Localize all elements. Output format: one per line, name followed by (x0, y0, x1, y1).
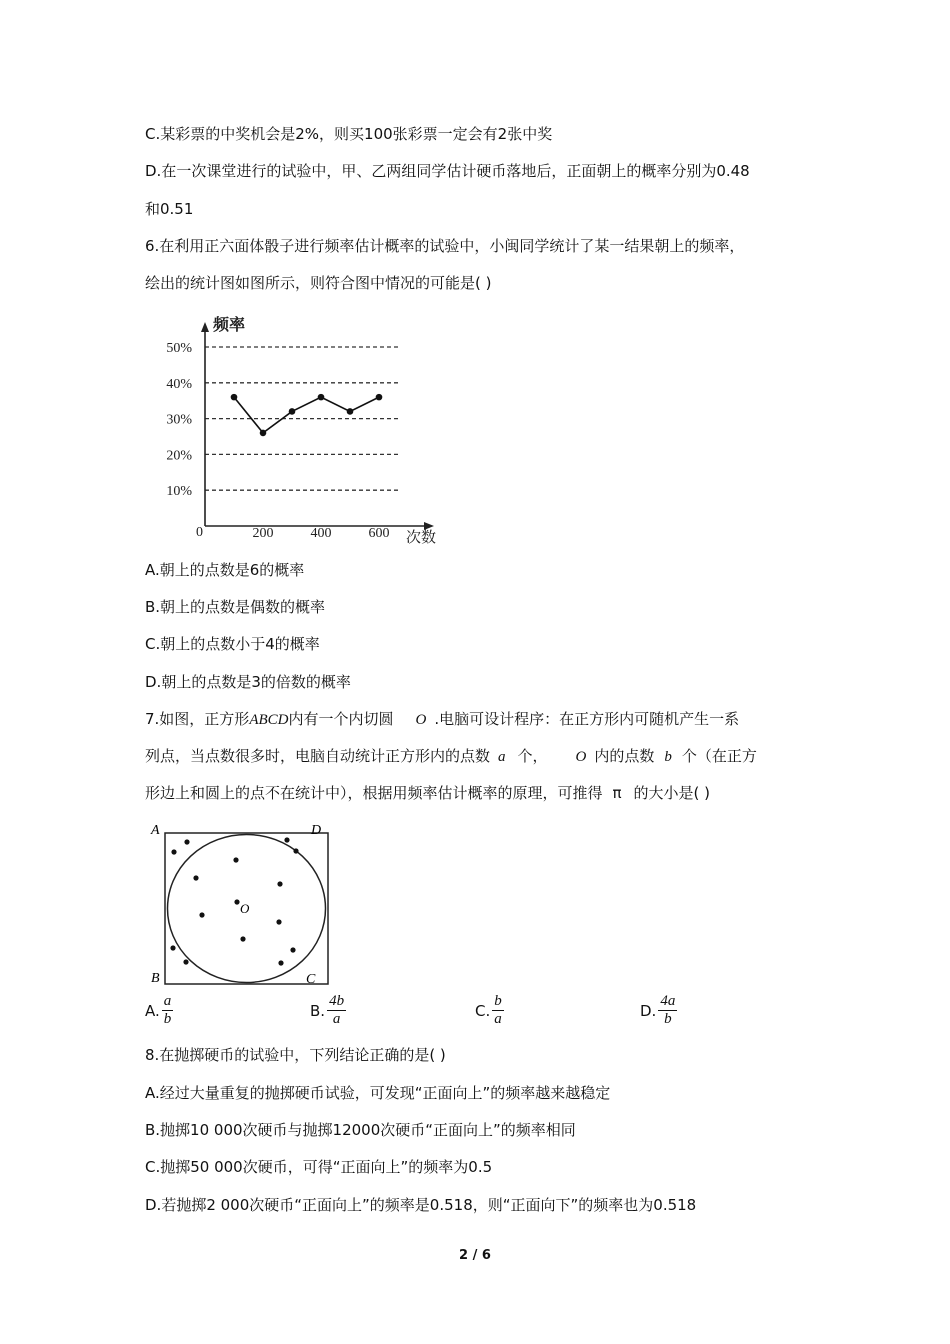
random-point (193, 875, 198, 880)
option-label: C. (475, 1001, 491, 1020)
square-inscribed-circle-figure (145, 818, 335, 990)
denominator: b (163, 1011, 172, 1027)
y-tick-label: 50% (166, 341, 192, 356)
q7-stem-line3 (145, 783, 710, 803)
random-point (233, 857, 238, 862)
q7-text: 列点，当点数很多时，电脑自动统计正方形内的点数 (145, 747, 491, 765)
vertex-label-b: B (151, 971, 160, 986)
fraction (327, 993, 346, 1028)
q5-option-d-line1: D.在一次课堂进行的试验中，甲、乙两组同学估计硬币落地后，正面朝上的概率分别为0.48 (145, 162, 750, 180)
series-line (234, 397, 379, 433)
numerator: a (163, 993, 172, 1009)
x-axis-label: 次数 (406, 530, 437, 546)
q7-text: 个（在正方 (681, 747, 757, 765)
random-point (199, 912, 204, 917)
vertex-label-d: D (311, 823, 322, 838)
q7-option-a (145, 993, 173, 1028)
q7-text: 个， (517, 747, 548, 765)
q7-text: 形边上和圆上的点不在统计中），根据用频率估计概率的原理，可推得 (145, 784, 603, 802)
random-point (278, 960, 283, 965)
q8-option-c: C.抛掷50 000次硬币，可得“正面向上”的频率为0.5 (145, 1158, 493, 1176)
random-point (293, 848, 298, 853)
option-label: B. (310, 1001, 326, 1020)
x-tick-label: 400 (310, 526, 332, 541)
page-number: 2 / 6 (459, 1248, 491, 1263)
y-tick-label: 20% (166, 448, 192, 464)
q7-stem-line2 (145, 746, 757, 767)
vertex-label-a: A (151, 823, 160, 838)
q7-var-b: b (664, 749, 672, 765)
y-tick-label: 40% (166, 376, 192, 392)
y-tick-label: 30% (166, 412, 192, 428)
q7-option-c (475, 993, 504, 1028)
numerator: b (494, 993, 502, 1009)
fraction (492, 993, 504, 1028)
q6-option-c: C.朝上的点数小于4的概率 (145, 635, 320, 653)
q7-text: 内的点数 (594, 747, 655, 765)
random-point (290, 947, 295, 952)
center-label-o: O (240, 901, 250, 916)
option-label: A. (145, 1001, 160, 1020)
numerator: 4a (660, 993, 676, 1009)
q5-option-d-line2: 和0.51 (145, 200, 194, 218)
vertex-label-c: C (306, 972, 316, 987)
random-point (171, 849, 176, 854)
q5-option-c: C.某彩票的中奖机会是2%，则买100张彩票一定会有2张中奖 (145, 125, 553, 143)
q7-var-a: a (498, 749, 506, 765)
data-point (376, 394, 383, 401)
origin-label: 0 (196, 525, 203, 540)
q8-option-b: B.抛掷10 000次硬币与抛掷12000次硬币“正面向上”的频率相同 (145, 1121, 576, 1139)
q6-option-a: A.朝上的点数是6的概率 (145, 561, 305, 579)
q7-square-name: ABCD (249, 712, 289, 728)
q6-stem-line1: 6.在利用正六面体骰子进行频率估计概率的试验中，小闽同学统计了某一结果朝上的频率， (145, 237, 745, 255)
q8-stem: 8.在抛掷硬币的试验中，下列结论正确的是( ) (145, 1046, 446, 1064)
x-tick-label: 200 (252, 526, 274, 541)
q7-stem-line1 (145, 709, 739, 730)
q8-option-a: A.经过大量重复的抛掷硬币试验，可发现“正面向上”的频率越来越稳定 (145, 1084, 611, 1102)
random-point (170, 945, 175, 950)
q7-text: 7.如图，正方形 (145, 710, 250, 728)
random-point (276, 919, 281, 924)
y-axis-label: 频率 (213, 317, 246, 334)
random-point (240, 936, 245, 941)
q7-text: 的大小是( ) (633, 784, 711, 802)
denominator: a (494, 1011, 502, 1027)
q8-option-d: D.若抛掷2 000次硬币“正面向上”的频率是0.518，则“正面向下”的频率也为0.518 (145, 1196, 697, 1214)
fraction (658, 993, 677, 1028)
q7-pi: π (612, 784, 622, 802)
random-point (277, 881, 282, 886)
random-point (184, 839, 189, 844)
y-axis-arrow (201, 322, 209, 332)
q7-text: 内有一个内切圆 (288, 710, 394, 728)
random-point (284, 837, 289, 842)
x-axis-arrow (424, 522, 434, 530)
q6-option-d: D.朝上的点数是3的倍数的概率 (145, 673, 351, 691)
q6-stem-line2: 绘出的统计图如图所示，则符合图中情况的可能是( ) (145, 274, 492, 292)
random-point (183, 959, 188, 964)
q6-option-b: B.朝上的点数是偶数的概率 (145, 598, 326, 616)
option-label: D. (640, 1001, 657, 1020)
random-point (234, 899, 239, 904)
q7-option-d (640, 993, 677, 1028)
q7-text: .电脑可设计程序：在正方形内可随机产生一系 (434, 710, 740, 728)
x-tick-label: 600 (368, 526, 390, 541)
data-point (318, 394, 325, 401)
q7-option-b (310, 993, 346, 1028)
data-point (231, 394, 238, 401)
numerator: 4b (329, 993, 345, 1009)
y-tick-label: 10% (166, 484, 192, 500)
data-point (347, 408, 354, 415)
denominator: b (664, 1011, 672, 1027)
q7-circle-name: O (575, 749, 587, 765)
fraction (162, 993, 174, 1028)
data-point (260, 430, 267, 437)
data-point (289, 408, 296, 415)
frequency-line-chart (150, 308, 450, 553)
q7-circle-name: O (415, 712, 427, 728)
denominator: a (332, 1011, 341, 1027)
